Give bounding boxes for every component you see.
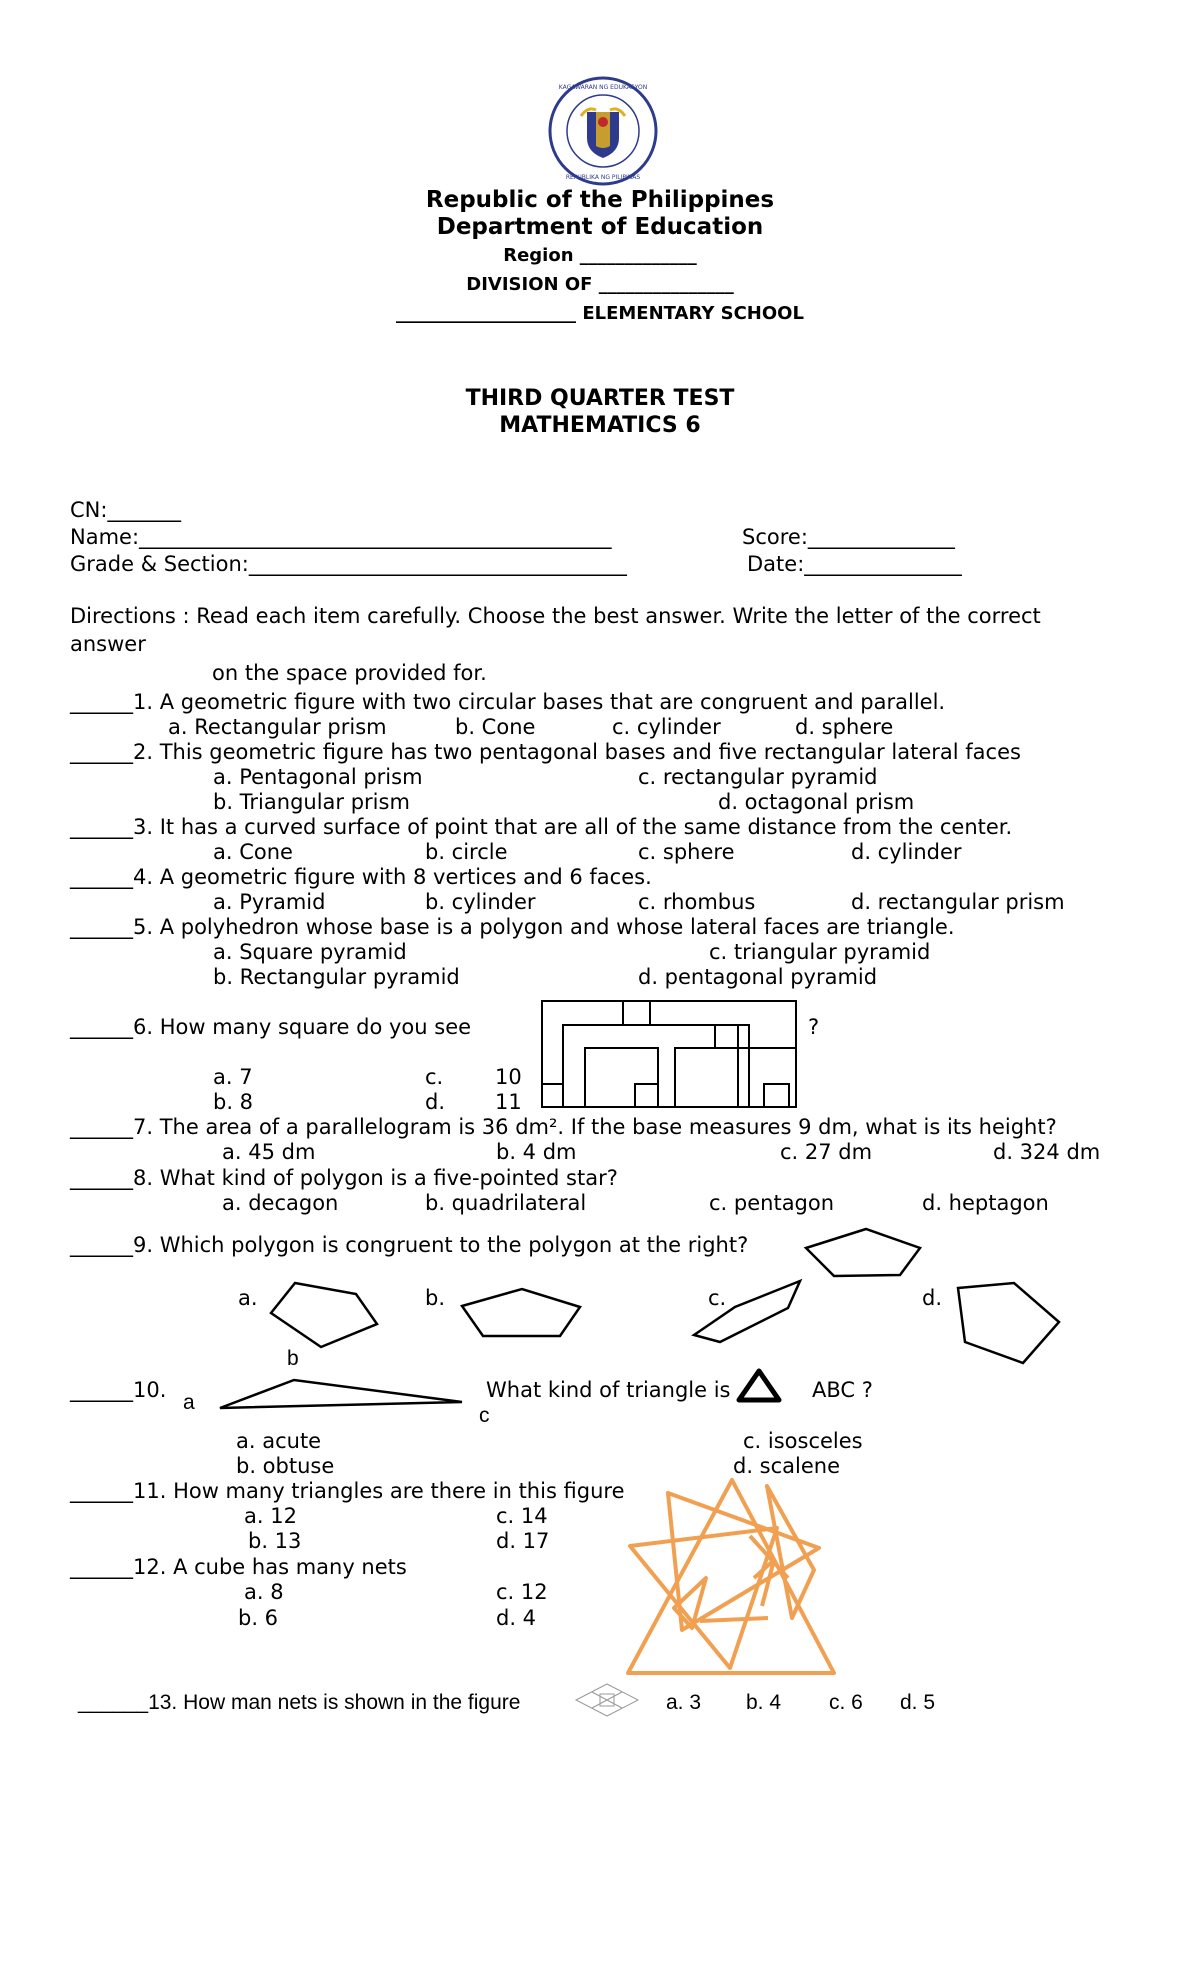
question-12-stem: ______12. A cube has many nets [70, 1555, 407, 1579]
question-2-stem: ______2. This geometric figure has two pentagonal bases and five rectangular lateral faces [70, 740, 1021, 764]
question-13-option-b: b. 4 [746, 1691, 782, 1714]
question-9-stem: ______9. Which polygon is congruent to the polygon at the right? [70, 1233, 749, 1257]
question-10-stem: ______10. [70, 1378, 167, 1402]
question-4-option-a: a. Pyramid [213, 890, 326, 914]
directions-line-1: Directions : Read each item carefully. Choose the best answer. Write the letter of the correct [70, 604, 1041, 628]
question-13-option-d: d. 5 [900, 1691, 936, 1714]
triangles-star-figure [622, 1478, 842, 1698]
directions-line-3: on the space provided for. [212, 661, 487, 685]
question-9-option-c: c. [708, 1286, 727, 1310]
svg-text:REPUBLIKA NG PILIPINAS: REPUBLIKA NG PILIPINAS [565, 174, 641, 181]
question-8-option-b: b. quadrilateral [425, 1191, 587, 1215]
question-1-option-b: b. Cone [455, 715, 536, 739]
question-5-stem: ______5. A polyhedron whose base is a polygon and whose lateral faces are triangle. [70, 915, 955, 939]
squares-figure [540, 999, 800, 1109]
question-7-stem: ______7. The area of a parallelogram is 36 dm². If the base measures 9 dm, what is its height? [70, 1115, 1057, 1139]
svg-text:KAGAWARAN NG EDUKASYON: KAGAWARAN NG EDUKASYON [558, 84, 648, 91]
question-6-option-a: a. 7 [213, 1065, 253, 1089]
question-13-stem: ______13. How man nets is shown in the figure [78, 1691, 521, 1714]
question-1-option-a: a. Rectangular prism [168, 715, 387, 739]
question-7-option-b: b. 4 dm [496, 1140, 577, 1164]
question-10-option-c: c. isosceles [743, 1429, 863, 1453]
question-8-option-a: a. decagon [222, 1191, 339, 1215]
question-11-stem: ______11. How many triangles are there in this figure [70, 1479, 625, 1503]
deped-seal-icon [548, 76, 658, 186]
question-2-option-d: d. octagonal prism [718, 790, 915, 814]
question-7-option-d: d. 324 dm [993, 1140, 1101, 1164]
test-title: THIRD QUARTER TEST [465, 386, 735, 411]
question-9-option-a: a. [238, 1286, 258, 1310]
question-3-option-c: c. sphere [638, 840, 735, 864]
question-6-question-mark: ? [808, 1015, 820, 1039]
question-2-option-b: b. Triangular prism [213, 790, 410, 814]
score-field: Score:______________ [742, 525, 955, 549]
question-6-stem: ______6. How many square do you see [70, 1015, 472, 1039]
question-8-option-c: c. pentagon [709, 1191, 835, 1215]
question-9-option-d: d. [922, 1286, 943, 1310]
question-8-stem: ______8. What kind of polygon is a five-pointed star? [70, 1166, 618, 1190]
question-12-option-d: d. 4 [496, 1606, 537, 1630]
question-4-stem: ______4. A geometric figure with 8 vertices and 6 faces. [70, 865, 652, 889]
question-5-option-d: d. pentagonal pyramid [638, 965, 878, 989]
question-12-option-a: a. 8 [244, 1580, 284, 1604]
question-6-option-c: c. [425, 1065, 444, 1089]
question-9-option-b: b. [425, 1286, 446, 1310]
question-10-option-a: a. acute [236, 1429, 322, 1453]
question-10-text: What kind of triangle is [486, 1378, 731, 1402]
question-5-option-a: a. Square pyramid [213, 940, 407, 964]
question-11-option-d: d. 17 [496, 1529, 550, 1553]
date-field: Date:_______________ [747, 552, 962, 576]
triangle-abc-figure [212, 1372, 472, 1422]
question-5-option-c: c. triangular pyramid [709, 940, 931, 964]
directions-line-2: answer [70, 632, 146, 656]
question-10-abc: ABC ? [812, 1378, 873, 1402]
question-3-option-d: d. cylinder [851, 840, 962, 864]
option-d-polygon [955, 1280, 1065, 1370]
question-7-option-a: a. 45 dm [222, 1140, 316, 1164]
grade-section-field: Grade & Section:____________________________________ [70, 552, 627, 576]
region-line: Region _____________ [503, 245, 697, 266]
triangle-symbol-icon [735, 1366, 783, 1404]
nets-figure [572, 1680, 642, 1720]
question-6-option-b: b. 8 [213, 1090, 254, 1114]
question-6-option-c-value: 10 [495, 1065, 522, 1089]
vertex-a-label: a [183, 1391, 195, 1414]
question-3-option-b: b. circle [425, 840, 508, 864]
question-6-option-d-value: 11 [495, 1090, 522, 1114]
question-12-option-b: b. 6 [238, 1606, 279, 1630]
question-1-stem: ______1. A geometric figure with two circular bases that are congruent and parallel. [70, 690, 946, 714]
question-5-option-b: b. Rectangular pyramid [213, 965, 460, 989]
question-4-option-d: d. rectangular prism [851, 890, 1065, 914]
question-11-option-b: b. 13 [248, 1529, 302, 1553]
question-11-option-a: a. 12 [244, 1504, 297, 1528]
reference-pentagon [800, 1224, 930, 1284]
cn-field: CN:_______ [70, 498, 181, 522]
question-4-option-c: c. rhombus [638, 890, 756, 914]
question-3-option-a: a. Cone [213, 840, 293, 864]
department-line: Department of Education [436, 214, 764, 240]
option-a-polygon [265, 1280, 385, 1350]
question-11-option-c: c. 14 [496, 1504, 548, 1528]
question-10-option-d: d. scalene [733, 1454, 841, 1478]
question-2-option-c: c. rectangular pyramid [638, 765, 878, 789]
question-10-option-b: b. obtuse [236, 1454, 335, 1478]
vertex-b-label: b [287, 1347, 299, 1370]
option-b-polygon [458, 1284, 588, 1344]
question-3-stem: ______3. It has a curved surface of point that are all of the same distance from the center. [70, 815, 1013, 839]
subject-title: MATHEMATICS 6 [499, 413, 701, 438]
question-1-option-d: d. sphere [795, 715, 894, 739]
republic-line: Republic of the Philippines [425, 187, 775, 213]
question-13-option-c: c. 6 [829, 1691, 863, 1714]
question-7-option-c: c. 27 dm [780, 1140, 873, 1164]
question-4-option-b: b. cylinder [425, 890, 536, 914]
vertex-c-label: c [479, 1404, 490, 1427]
question-13-option-a: a. 3 [666, 1691, 702, 1714]
question-6-option-d: d. [425, 1090, 446, 1114]
school-line: ____________________ ELEMENTARY SCHOOL [396, 303, 804, 324]
division-line: DIVISION OF _______________ [466, 274, 734, 295]
question-1-option-c: c. cylinder [612, 715, 721, 739]
question-12-option-c: c. 12 [496, 1580, 548, 1604]
name-field: Name:_____________________________________________ [70, 525, 612, 549]
option-c-polygon [690, 1274, 810, 1344]
question-2-option-a: a. Pentagonal prism [213, 765, 423, 789]
question-8-option-d: d. heptagon [922, 1191, 1049, 1215]
